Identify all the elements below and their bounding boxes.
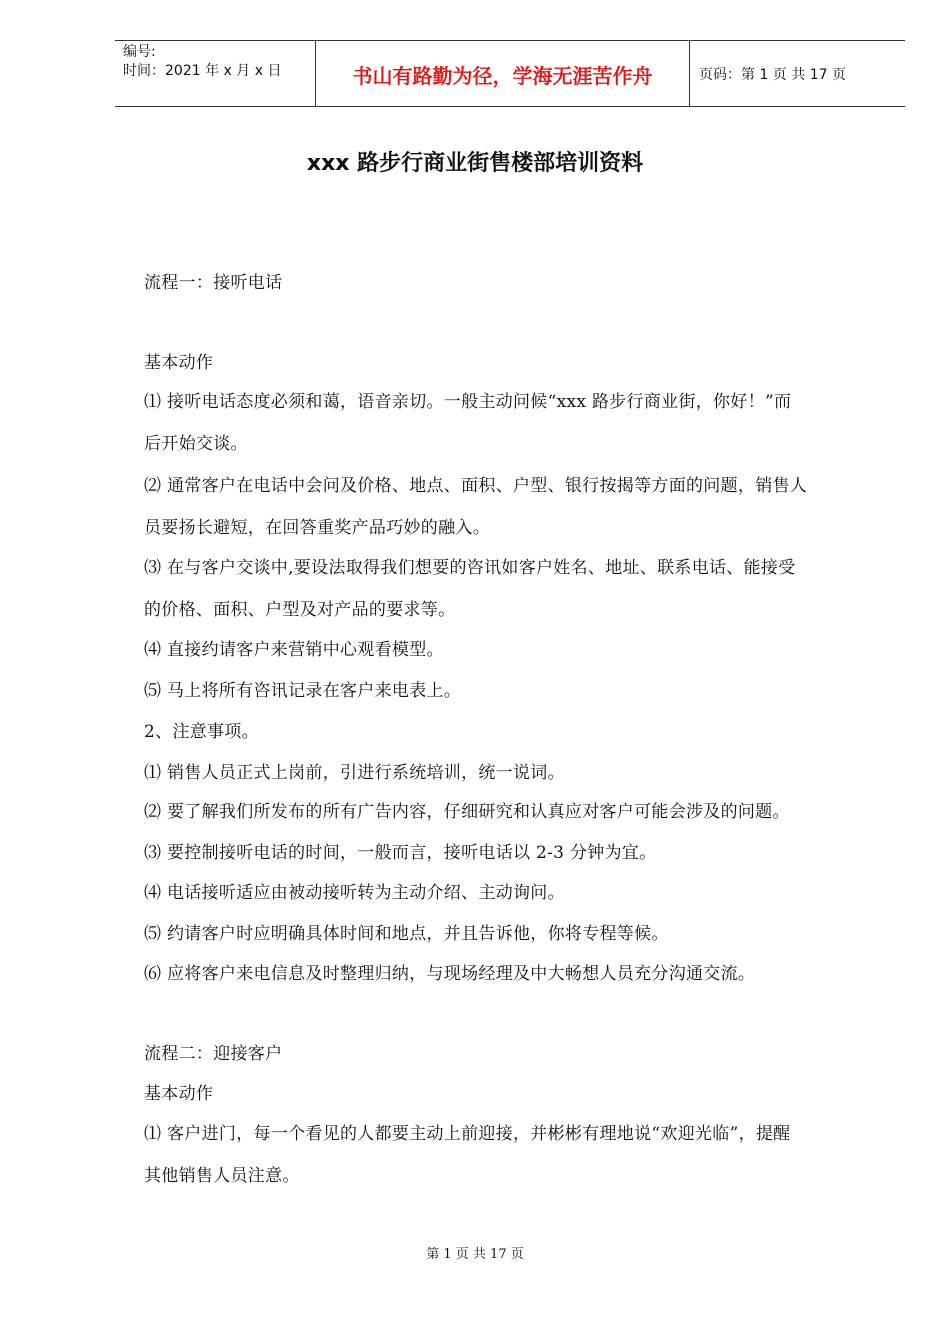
paragraph-line: ⑴ 客户进门，每一个看见的人都要主动上前迎接，并彬彬有理地说“欢迎光临”，提醒 [144, 1124, 791, 1144]
paragraph-line: ⑶ 要控制接听电话的时间，一般而言，接听电话以 2-3 分钟为宜。 [144, 843, 657, 863]
document-time: 时间：2021 年 x 月 x 日 [123, 63, 282, 79]
paragraph-line: ⑴ 销售人员正式上岗前，引进行系统培训，统一说词。 [144, 763, 565, 783]
header-motto: 书山有路勤为径，学海无涯苦作舟 [352, 64, 653, 88]
header-page-cell [690, 41, 905, 106]
document-number-label: 编号: [123, 44, 156, 60]
paragraph-line: 的价格、面积、户型及对产品的要求等。 [144, 600, 456, 620]
page-footer: 第 1 页 共 17 页 [426, 1247, 524, 1262]
paragraph-line: ⑸ 马上将所有咨讯记录在客户来电表上。 [144, 681, 462, 701]
paragraph-line: ⑷ 直接约请客户来营销中心观看模型。 [144, 640, 444, 660]
section-heading: 流程二：迎接客户 [144, 1044, 283, 1064]
paragraph-line: 员要扬长避短，在回答重奖产品巧妙的融入。 [144, 518, 490, 538]
paragraph-line: ⑸ 约请客户时应明确具体时间和地点，并且告诉他，你将专程等候。 [144, 924, 669, 944]
paragraph-line: 其他销售人员注意。 [144, 1166, 300, 1186]
subsection-heading: 基本动作 [144, 353, 214, 373]
document-title: xxx 路步行商业街售楼部培训资料 [306, 151, 644, 176]
subsection-heading: 基本动作 [144, 1084, 214, 1104]
subsection-heading: 2、注意事项。 [144, 722, 259, 742]
header-motto-cell [316, 41, 690, 106]
paragraph-line: 后开始交谈。 [144, 434, 248, 454]
paragraph-line: ⑵ 要了解我们所发布的所有广告内容，仔细研究和认真应对客户可能会涉及的问题。 [144, 802, 790, 822]
section-heading: 流程一：接听电话 [144, 273, 283, 293]
page-header [115, 40, 905, 107]
paragraph-line: ⑷ 电话接听适应由被动接听转为主动介绍、主动询问。 [144, 883, 565, 903]
header-page-info: 页码：第 1 页 共 17 页 [699, 67, 846, 83]
header-meta-cell [115, 41, 316, 106]
paragraph-line: ⑹ 应将客户来电信息及时整理归纳，与现场经理及中大畅想人员充分沟通交流。 [144, 964, 756, 984]
paragraph-line: ⑶ 在与客户交谈中,要设法取得我们想要的咨讯如客户姓名、地址、联系电话、能接受 [144, 558, 796, 578]
paragraph-line: ⑵ 通常客户在电话中会问及价格、地点、面积、户型、银行按揭等方面的问题，销售人 [144, 476, 808, 496]
paragraph-line: ⑴ 接听电话态度必须和蔼，语音亲切。一般主动问候“xxx 路步行商业街，你好！”而 [144, 392, 792, 412]
